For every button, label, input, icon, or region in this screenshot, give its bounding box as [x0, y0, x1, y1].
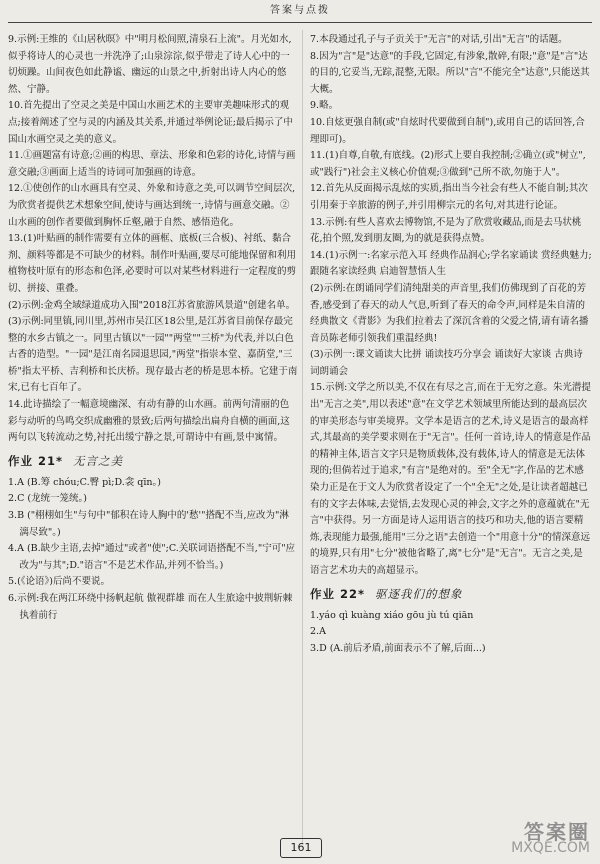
- answer-21-2: 2.C (龙统一笼统。): [8, 493, 88, 505]
- answer-21-5: 5.(《论语》)后尚不要说。: [8, 576, 110, 588]
- section-heading-21: [8, 449, 298, 473]
- answer-22-3: 3.D (A.前后矛盾,前面表示不了解,后面...): [310, 642, 486, 654]
- right-column: [310, 32, 592, 657]
- answer-14: 14.此诗描绘了一幅意境幽深、有动有静的山水画。前两句清丽的色彩与动听的鸟鸣交织成幽雅的景致;后两句描绘出扁舟自横的画面,这两句以飞转流动之势,衬托出缓宁静之景,可谓诗中有画,景中寓情。: [8, 399, 290, 444]
- answer-13-1: 13.(1)叶贴画的制作需要有立体的画框、底板(三合板)、衬纸、黏合剂、颜料等都是不可缺少的材料。制作叶贴画,要尽可能地保留和利用植物枝叶原有的形态和色泽,必要时可以对某些材料进行一定程度的剪切、拼接、重叠。: [8, 233, 297, 294]
- answer-21-3: 3.B ("栩栩如生"与句中"郁积在诗人胸中的'愁'"搭配不当,应改为"淋漓尽致"。): [8, 510, 289, 538]
- header-rule: [8, 22, 592, 23]
- answer-9b: 9.略。: [310, 100, 339, 112]
- answer-15: 15.示例:文学之所以美,不仅在有尽之言,而在于无穷之意。朱光潜提出"无言之美",用以表述"意"在文学艺术领域里所能达到的最高层次的审美形态与审美境界。文学本是语言的艺术,诗义是语言的最高样式,其最高的美学要求则在于"无言"。任何一首诗,诗人的情意是作品的精神主体,语言文字只是物质载体,没有载体,诗人的情意是无法体现的;但倘若过于追求,"有言"是绝对的。至"全无"字,作品的艺术感染力正是在于文人为欣赏者设定了一个"全无"之处,是让读者超越已有的文字去体味,去觉悟,去发现心灵的神会,文字之外的意蕴就在"无言"中获得。另一方面是诗人运用语言的技巧和功夫,他的语言要精炼,表现能力最强,能用"三分之语"去创造一个"用意十分"的情深意远的境界,只有用"七分"被他省略了,离"七分"是"无言"。无言之美,是语言艺术功夫的高超显示。: [310, 382, 591, 576]
- answer-21-6: 6.示例:我在两江环绕中扬帆起航 傲视群雄 而在人生旅途中披荆斩棘 执着前行: [8, 593, 293, 621]
- answer-11: 11.①画题富有诗意;②画的构思、章法、形象和色彩的诗化,诗情与画意交融;③画面上适当的诗词可加强画的诗意。: [8, 150, 296, 178]
- answer-14b-3: (3)示例一:课文诵读大比拼 诵读技巧分享会 诵读好大家谈 古典诗词朗诵会: [310, 349, 583, 377]
- answer-13b: 13.示例:有些人喜欢去博物馆,不是为了欣赏收藏品,而是去马状桃花,拍个照,发到朋友圈,为的就是获得点赞。: [310, 216, 582, 245]
- answer-11b: 11.(1)自尊,自敬,有底线。(2)形式上要自我控制;②确立(或"树立",或"践行")社会主义核心价值观;③做到"己所不欲,勿施于人"。: [310, 150, 586, 178]
- answer-10b: 10.自炫更强自制(或"自炫时代要做到自制"),或用自己的话回答,合理即可)。: [310, 116, 585, 145]
- answer-14b-2: (2)示例:在朗诵同学们清纯甜美的声音里,我们仿佛现到了百花的芳香,感受到了春天的动人气息,听到了春天的命令声,同样是朱自清的经典散文《背影》为我们拉着去了深沉含着的父爱之情,请有请名播音员陈老师引领我们重温经典!: [310, 282, 589, 344]
- answer-21-4: 4.A (B.缺少主语,去掉"通过"或者"使";C.关联词语搭配不当,"宁可"应改为"与其";D."语言"不是艺术作品,并列不恰当。): [8, 543, 296, 571]
- section-title: 驱逐我们的想象: [375, 586, 463, 601]
- answer-12b: 12.首先从反面揭示乱炫的实质,指出当今社会有些人不能自制;其次引用秦于辛旅游的例子,并引用柳宗元的名句,对其进行论证。: [310, 183, 588, 211]
- answer-12: 12.①使创作的山水画具有空灵、外象和诗意之美,可以调节空间层次,为欣赏者提供艺术想象空间,使诗与画达到统一,诗情与画意交融。②山水画的创作者要做到胸怀丘壑,融于自然、感悟造化。: [8, 183, 296, 228]
- section-heading-22: [310, 582, 592, 606]
- section-title: 无言之美: [73, 453, 124, 468]
- answer-13-3: (3)示例:同里镇,同川里,苏州市吴江区18公里,是江苏省目前保存最完整的水乡古镇之一。同里古镇以"一园""两堂""三桥"为代表,并以白色古香的造型。"一园"是江南名园退思园,"两堂"指崇本堂、嘉荫堂,"三桥"指太平桥、吉利桥和长庆桥。现存最古老的桥是思本桥。它建于南宋,已有七百年了。: [8, 316, 298, 394]
- section-number: 作业 21*: [8, 453, 64, 468]
- answer-7: 7.本段通过孔子与子贡关于"无言"的对话,引出"无言"的话题。: [310, 34, 568, 45]
- page-number: 161: [280, 838, 322, 858]
- answer-21-1: 1.A (B.筹 chóu;C.臀 pì;D.衾 qīn。): [8, 476, 161, 488]
- section-number: 作业 22*: [310, 586, 366, 601]
- left-column: [8, 32, 298, 624]
- answer-10: 10.首先提出了空灵之美是中国山水画艺术的主要审美趣味形式的观点;接着阐述了空与灵的内涵及其关系,并通过举例论证;最后揭示了中国山水画空灵之美的意义。: [8, 100, 293, 145]
- watermark: [511, 820, 590, 856]
- answer-13-2: (2)示例:金鸡全域绿道成功入围"2018江苏省旅游风景道"创建名单。: [8, 299, 296, 311]
- answer-8: 8.因为"言"是"达意"的手段,它固定,有涉象,散碎,有限;"意"是"言"达的目的,它妥当,无踪,混整,无限。所以"言"不能完全"达意",只能送其大概。: [310, 50, 590, 95]
- watermark-logo: 答案圈: [524, 820, 590, 844]
- page-header: 答案与点拨: [270, 5, 330, 16]
- answer-22-1: 1.yáo qì kuàng xiáo gōu jù tú qiān: [310, 609, 474, 621]
- column-divider: [302, 30, 303, 845]
- answer-14b-1: 14.(1)示例一:名家示范入耳 经典作品润心;学名家诵读 赏经典魅力;跟随名家读经典 启迪智慧悟人生: [310, 249, 592, 278]
- watermark-url: MXQE.COM: [511, 840, 590, 856]
- answer-22-2: 2.A: [310, 626, 326, 638]
- answer-9: 9.示例:王维的《山居秋暝》中"明月松间照,清泉石上流"。月光如水,似乎将诗人的心灵也一并洗净了;山泉淙淙,似乎带走了诗人心中的一切烦躁。山间夜色如此静谧、幽远的山景之中,折射出诗人内心的悠然、宁静。: [8, 34, 292, 95]
